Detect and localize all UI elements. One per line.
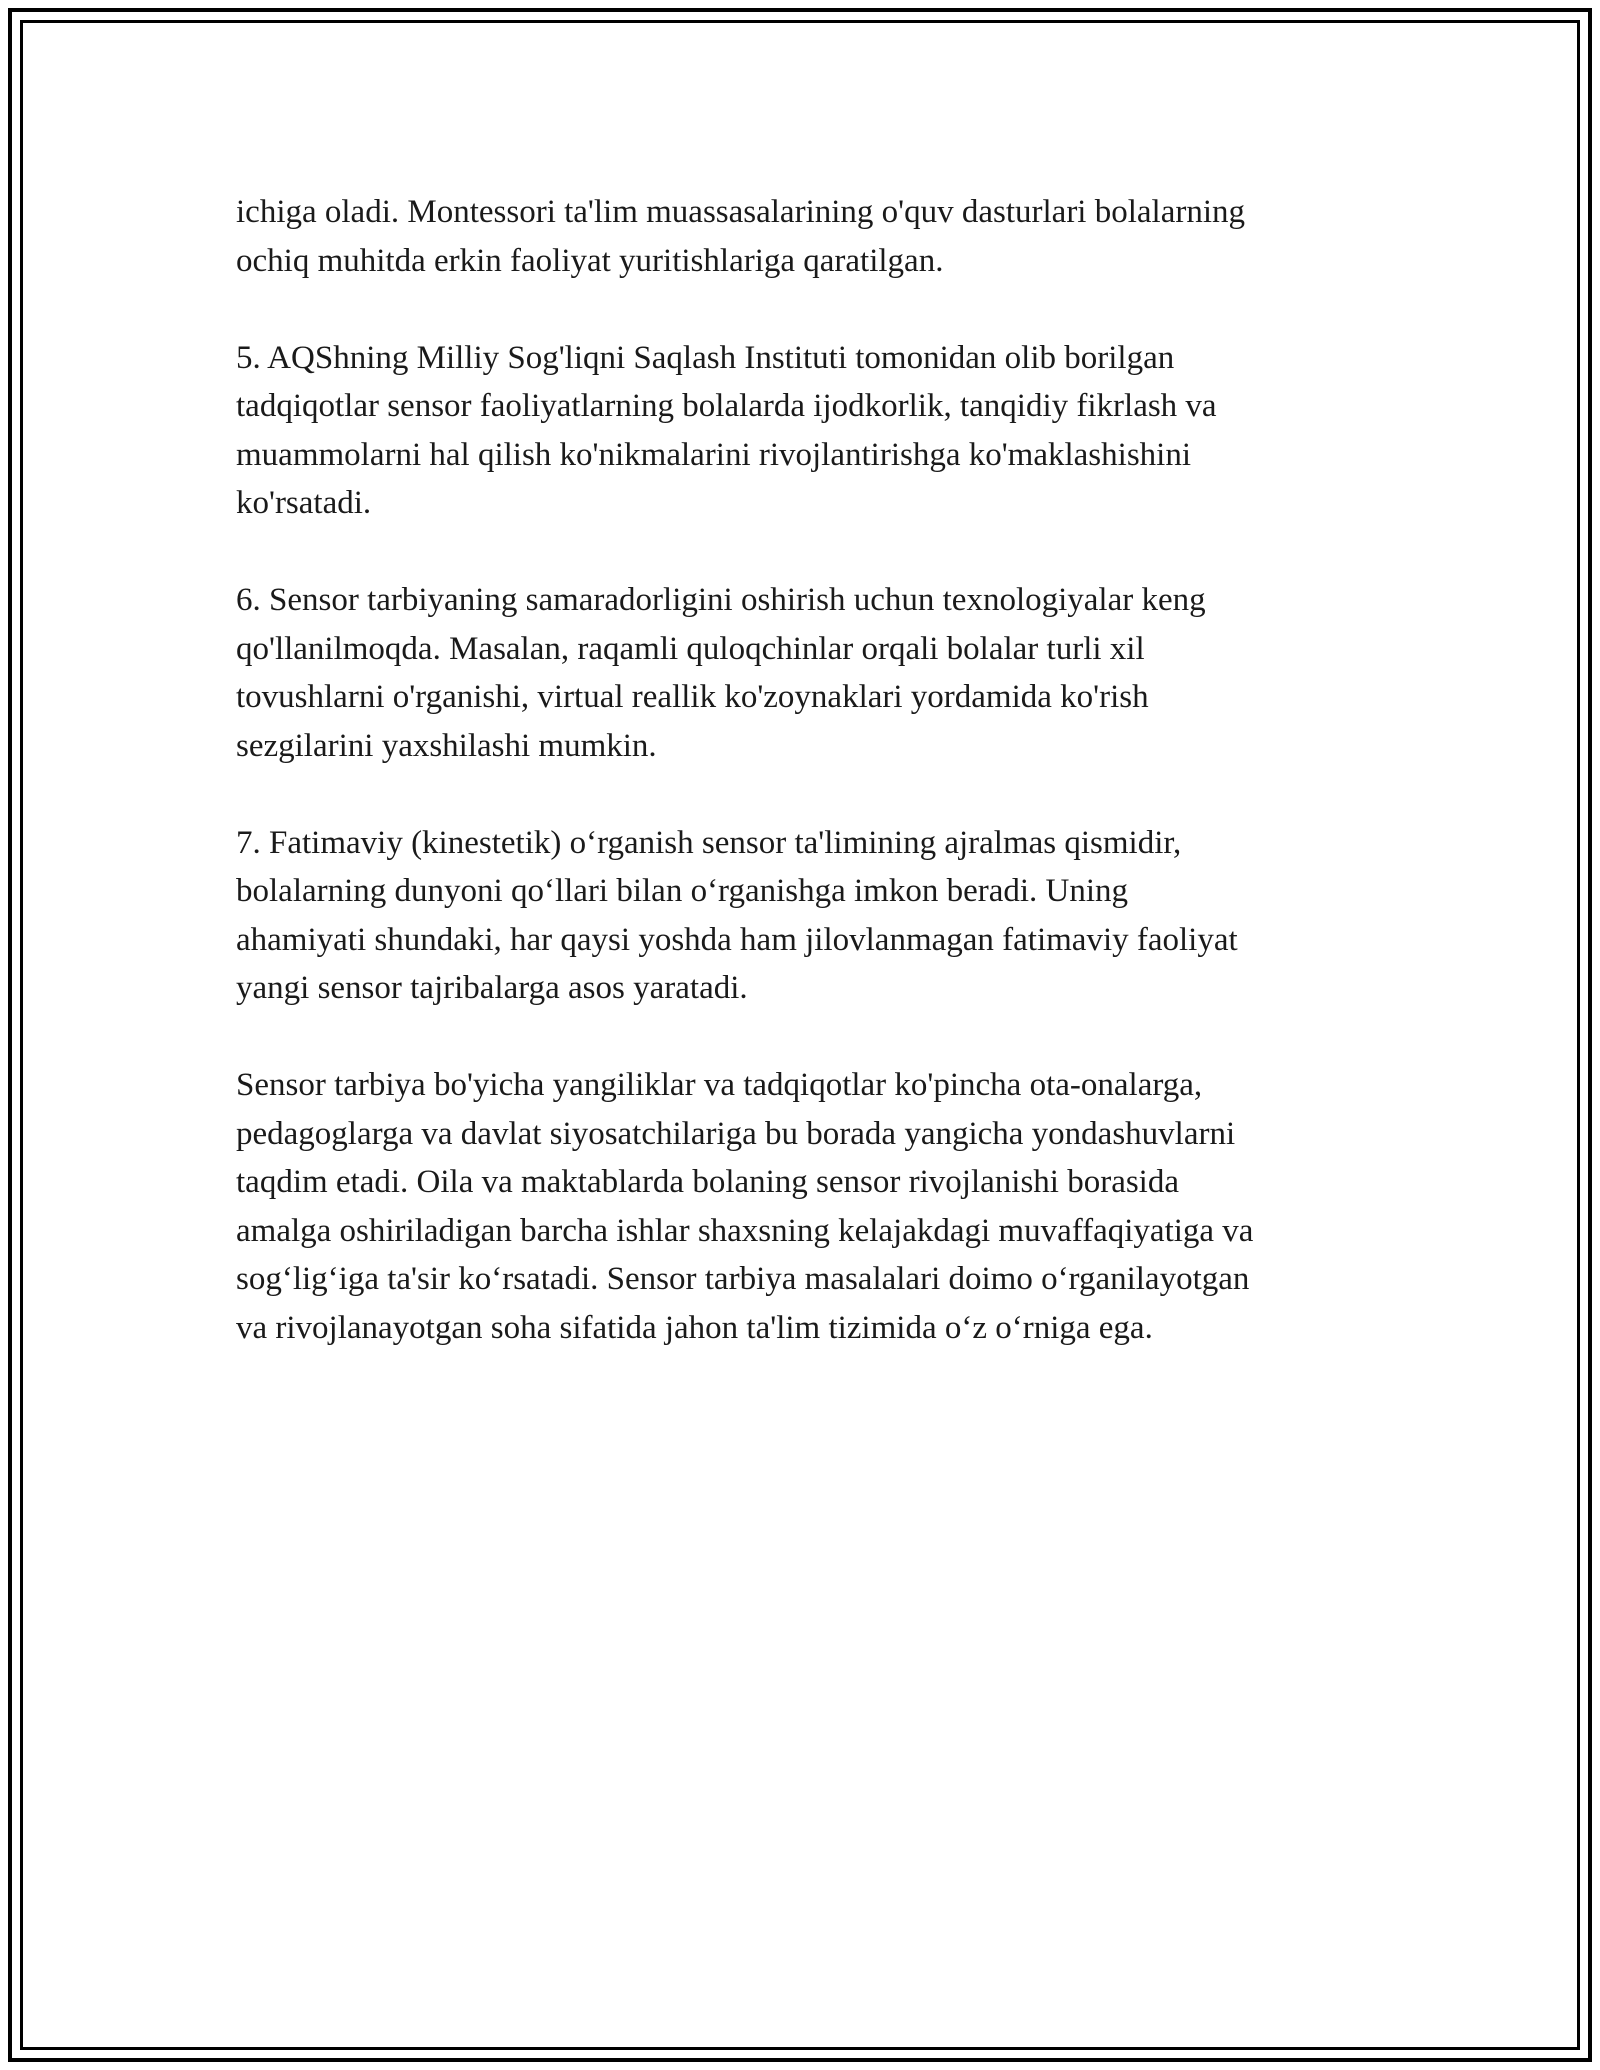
paragraph-conclusion xyxy=(236,1061,1396,1352)
text-line: amalga oshiriladigan barcha ishlar shaxsning kelajakdagi muvaffaqiyatiga va xyxy=(236,1212,1254,1249)
text-line: va rivojlanayotgan soha sifatida jahon ta'lim tizimida o‘z o‘rniga ega. xyxy=(236,1309,1153,1346)
text-line: yangi sensor tajribalarga asos yaratadi. xyxy=(236,970,748,1006)
text-line: tovushlarni o'rganishi, virtual reallik ko'zoynaklari yordamida ko'rish xyxy=(236,679,1149,715)
paragraph-item-5 xyxy=(236,334,1396,528)
paragraph-item-7 xyxy=(236,819,1396,1013)
paragraph-item-6 xyxy=(236,576,1396,770)
text-line: ko'rsatadi. xyxy=(236,485,372,521)
text-line: 7. Fatimaviy (kinestetik) o‘rganish sensor ta'limining ajralmas qismidir, xyxy=(236,824,1182,861)
text-line: Sensor tarbiya bo'yicha yangiliklar va tadqiqotlar ko'pincha ota-onalarga, xyxy=(236,1067,1203,1103)
text-line: 6. Sensor tarbiyaning samaradorligini oshirish uchun texnologiyalar keng xyxy=(236,582,1206,618)
text-line: tadqiqotlar sensor faoliyatlarning bolalarda ijodkorlik, tanqidiy fikrlash va xyxy=(236,388,1217,424)
text-line: bolalarning dunyoni qo‘llari bilan o‘rganishga imkon beradi. Uning xyxy=(236,873,1129,909)
text-line: sezgilarini yaxshilashi mumkin. xyxy=(236,727,657,764)
text-line: taqdim etadi. Oila va maktablarda bolaning sensor rivojlanishi borasida xyxy=(236,1164,1179,1200)
text-line: 5. AQShning Milliy Sog'liqni Saqlash Instituti tomonidan olib borilgan xyxy=(236,339,1175,376)
text-line: ochiq muhitda erkin faoliyat yuritishlariga qaratilgan. xyxy=(236,242,944,279)
text-line: pedagoglarga va davlat siyosatchilariga bu borada yangicha yondashuvlarni xyxy=(236,1115,1236,1152)
text-line: sog‘lig‘iga ta'sir ko‘rsatadi. Sensor tarbiya masalalari doimo o‘rganilayotgan xyxy=(236,1261,1250,1297)
text-line: ahamiyati shundaki, har qaysi yoshda ham jilovlanmagan fatimaviy faoliyat xyxy=(236,921,1238,958)
text-line: ichiga oladi. Montessori ta'lim muassasalarining o'quv dasturlari bolalarning xyxy=(236,194,1246,230)
text-line: qo'llanilmoqda. Masalan, raqamli quloqchinlar orqali bolalar turli xil xyxy=(236,630,1145,667)
paragraph-montessori xyxy=(236,188,1396,285)
text-line: muammolarni hal qilish ko'nikmalarini rivojlantirishga ko'maklashishini xyxy=(236,436,1192,473)
document-body xyxy=(236,188,1396,1401)
